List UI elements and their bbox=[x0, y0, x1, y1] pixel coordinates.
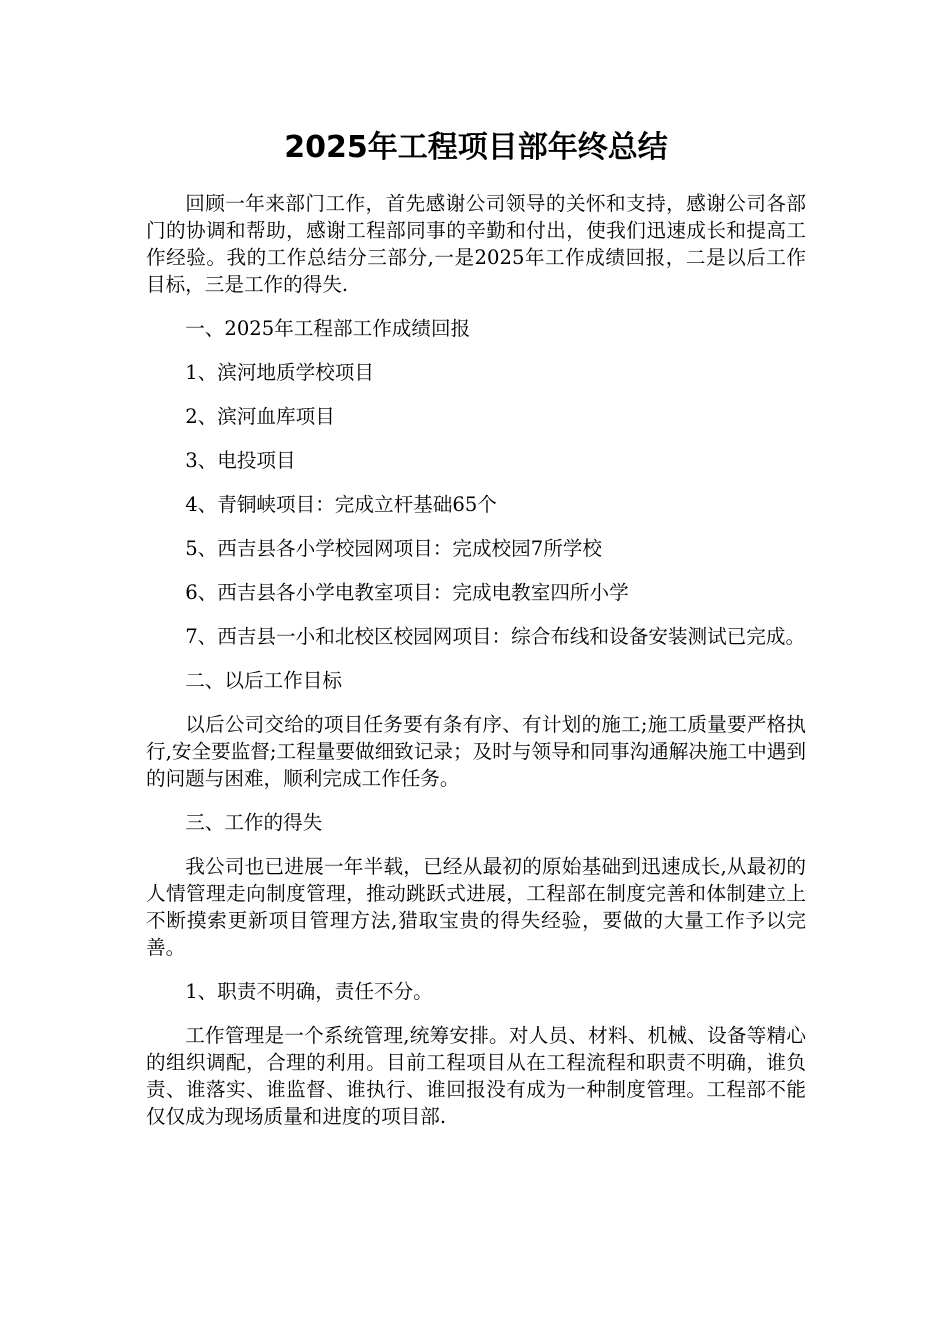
document-title: 2025年工程项目部年终总结 bbox=[284, 130, 668, 165]
paragraph-goals: 以后公司交给的项目任务要有条有序、有计划的施工;施工质量要严格执行,安全要监督;工程量要做细致记录；及时与领导和同事沟通解决施工中遇到的问题与困难，顺利完成工作任务。 bbox=[146, 713, 806, 790]
list-item: 4、青铜峡项目：完成立杆基础65个 bbox=[185, 493, 497, 516]
section-heading-2: 二、以后工作目标 bbox=[185, 669, 342, 692]
document-page bbox=[146, 128, 806, 1147]
list-item: 3、电投项目 bbox=[185, 449, 296, 472]
paragraph-gains-losses: 我公司也已进展一年半载，已经从最初的原始基础到迅速成长,从最初的人情管理走向制度管理，推动跳跃式进展，工程部在制度完善和体制建立上不断摸索更新项目管理方法,猎取宝贵的得失经验，要做的大量工作予以完善。 bbox=[146, 855, 806, 959]
list-item: 1、滨河地质学校项目 bbox=[185, 361, 374, 384]
list-item: 2、滨河血库项目 bbox=[185, 405, 335, 428]
paragraph-intro: 回顾一年来部门工作，首先感谢公司领导的关怀和支持，感谢公司各部门的协调和帮助，感谢工程部同事的辛勤和付出，使我们迅速成长和提高工作经验。我的工作总结分三部分,一是2025年工作成绩回报，二是以后工作目标，三是工作的得失. bbox=[146, 192, 806, 296]
subsection-heading: 1、职责不明确，责任不分。 bbox=[185, 980, 433, 1003]
list-item: 7、西吉县一小和北校区校园网项目：综合布线和设备安装测试已完成。 bbox=[185, 625, 806, 648]
list-item: 5、西吉县各小学校园网项目：完成校园7所学校 bbox=[185, 537, 602, 560]
section-heading-1: 一、2025年工程部工作成绩回报 bbox=[185, 317, 471, 340]
list-item: 6、西吉县各小学电教室项目：完成电教室四所小学 bbox=[185, 581, 629, 604]
section-heading-3: 三、工作的得失 bbox=[185, 811, 323, 834]
paragraph-management: 工作管理是一个系统管理,统筹安排。对人员、材料、机械、设备等精心的组织调配，合理的利用。目前工程项目从在工程流程和职责不明确，谁负责、谁落实、谁监督、谁执行、谁回报没有成为一种制度管理。工程部不能仅仅成为现场质量和进度的项目部. bbox=[146, 1024, 806, 1128]
